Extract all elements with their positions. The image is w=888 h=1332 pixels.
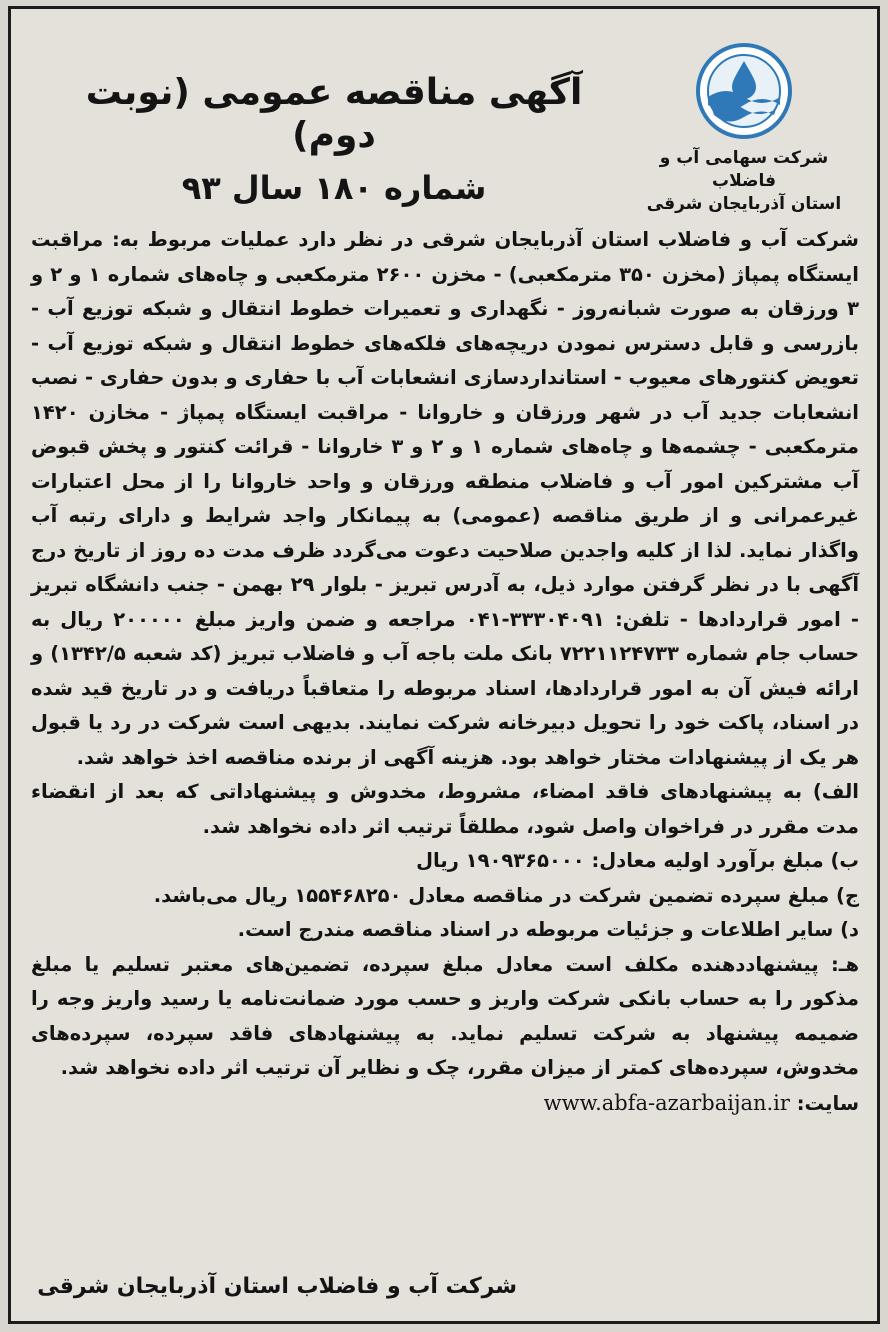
company-header-block <box>629 41 859 216</box>
website-link[interactable]: www.abfa-azarbaijan.ir <box>543 1090 790 1115</box>
company-logo-icon <box>694 41 794 141</box>
footer-signature: شرکت آب و فاضلاب استان آذربایجان شرقی <box>37 1274 517 1299</box>
notice-number: شماره ۱۸۰ سال ۹۳ <box>181 169 487 208</box>
clause-h: هـ: پیشنهاددهنده مکلف است معادل مبلغ سپرده، تضمین‌های معتبر تسلیم یا مبلغ مذکور را به حساب بانکی شرکت واریز و حسب مورد ضمانت‌نامه یا رسید واریز وجه را ضمیمه پیشنهاد به شرکت تسلیم نماید. به پیشنهادهای فاقد سپرده، سپرده‌های مخدوش، سپرده‌های کمتر از میزان مقرر، چک و نظایر آن ترتیب اثر داده نخواهد شد. <box>31 952 859 1079</box>
tender-notice <box>8 6 880 1324</box>
clause-d: د) سایر اطلاعات و جزئیات مربوطه در اسناد مناقصه مندرج است. <box>237 918 859 941</box>
intro-paragraph: شرکت آب و فاضلاب استان آذربایجان شرقی در نظر دارد عملیات مربوط به: مراقبت ایستگاه پمپاژ (مخزن ۳۵۰ مترمکعبی) - مخزن ۲۶۰۰ مترمکعبی و چاه‌های شماره ۱ و ۲ و ۳ ورزقان به صورت شبانه‌روز - نگهداری و تعمیرات خطوط انتقال و شبکه توزیع آب - بازرسی و قابل دسترس نمودن دریچه‌های فلکه‌های خطوط انتقال و شبکه توزیع آب - تعویض کنتورهای معیوب - استانداردسازی انشعابات آب با حفاری و بدون حفاری - نصب انشعابات جدید آب در شهر ورزقان و خاروانا - مراقبت ایستگاه پمپاژ - مخازن ۱۴۲۰ مترمکعبی - چشمه‌ها و چاه‌های شماره ۱ و ۲ و ۳ خاروانا - قرائت کنتور و پخش قبوض آب مشترکین امور آب و فاضلاب منطقه ورزقان و واحد خاروانا را از محل اعتبارات غیرعمرانی و از طریق مناقصه (عمومی) به پیمانکار واجد شرایط و دارای رتبه آب واگذار نماید. لذا از کلیه واجدین صلاحیت دعوت می‌گردد ظرف مدت ده روز از تاریخ درج آگهی با در نظر گرفتن موارد ذیل، به آدرس تبریز - بلوار ۲۹ بهمن - جنب دانشگاه تبریز - امور قراردادها - تلفن: ۳۳۳۰۴۰۹۱-۰۴۱ مراجعه و ضمن واریز مبلغ ۲۰۰۰۰۰ ریال به حساب جام شماره ۷۲۲۱۱۲۴۷۳۳ بانک ملت باجه آب و فاضلاب تبریز (کد شعبه ۱۳۴۲/۵) و ارائه فیش آن به امور قراردادها، اسناد مربوطه را متعاقباً دریافت و در تاریخ قید شده در اسناد، پاکت خود را تحویل دبیرخانه شرکت نمایند. بدیهی است شرکت در رد یا قبول هر یک از پیشنهادات مختار خواهد بود. هزینه آگهی از برنده مناقصه اخذ خواهد شد. <box>31 228 860 769</box>
clause-b: ب) مبلغ برآورد اولیه معادل: ۱۹۰۹۳۶۵۰۰۰ ریال <box>416 849 859 872</box>
notice-body <box>31 223 859 1121</box>
company-name-line2: استان آذربایجان شرقی <box>646 193 842 214</box>
website-line <box>31 1086 859 1122</box>
website-label: سایت: <box>796 1091 859 1115</box>
clause-c: ج) مبلغ سپرده تضمین شرکت در مناقصه معادل ۱۵۵۴۶۸۲۵۰ ریال می‌باشد. <box>153 883 859 907</box>
clause-a: الف) به پیشنهادهای فاقد امضاء، مشروط، مخدوش و پیشنهاداتی که بعد از انقضاء مدت مقرر در فراخوان واصل شود، مطلقاً ترتیب اثر داده نخواهد شد. <box>31 780 859 838</box>
company-name-line1: شرکت سهامی آب و فاضلاب <box>659 148 829 191</box>
notice-title: آگهی مناقصه عمومی (نوبت دوم) <box>85 72 583 157</box>
title-block <box>51 71 617 208</box>
